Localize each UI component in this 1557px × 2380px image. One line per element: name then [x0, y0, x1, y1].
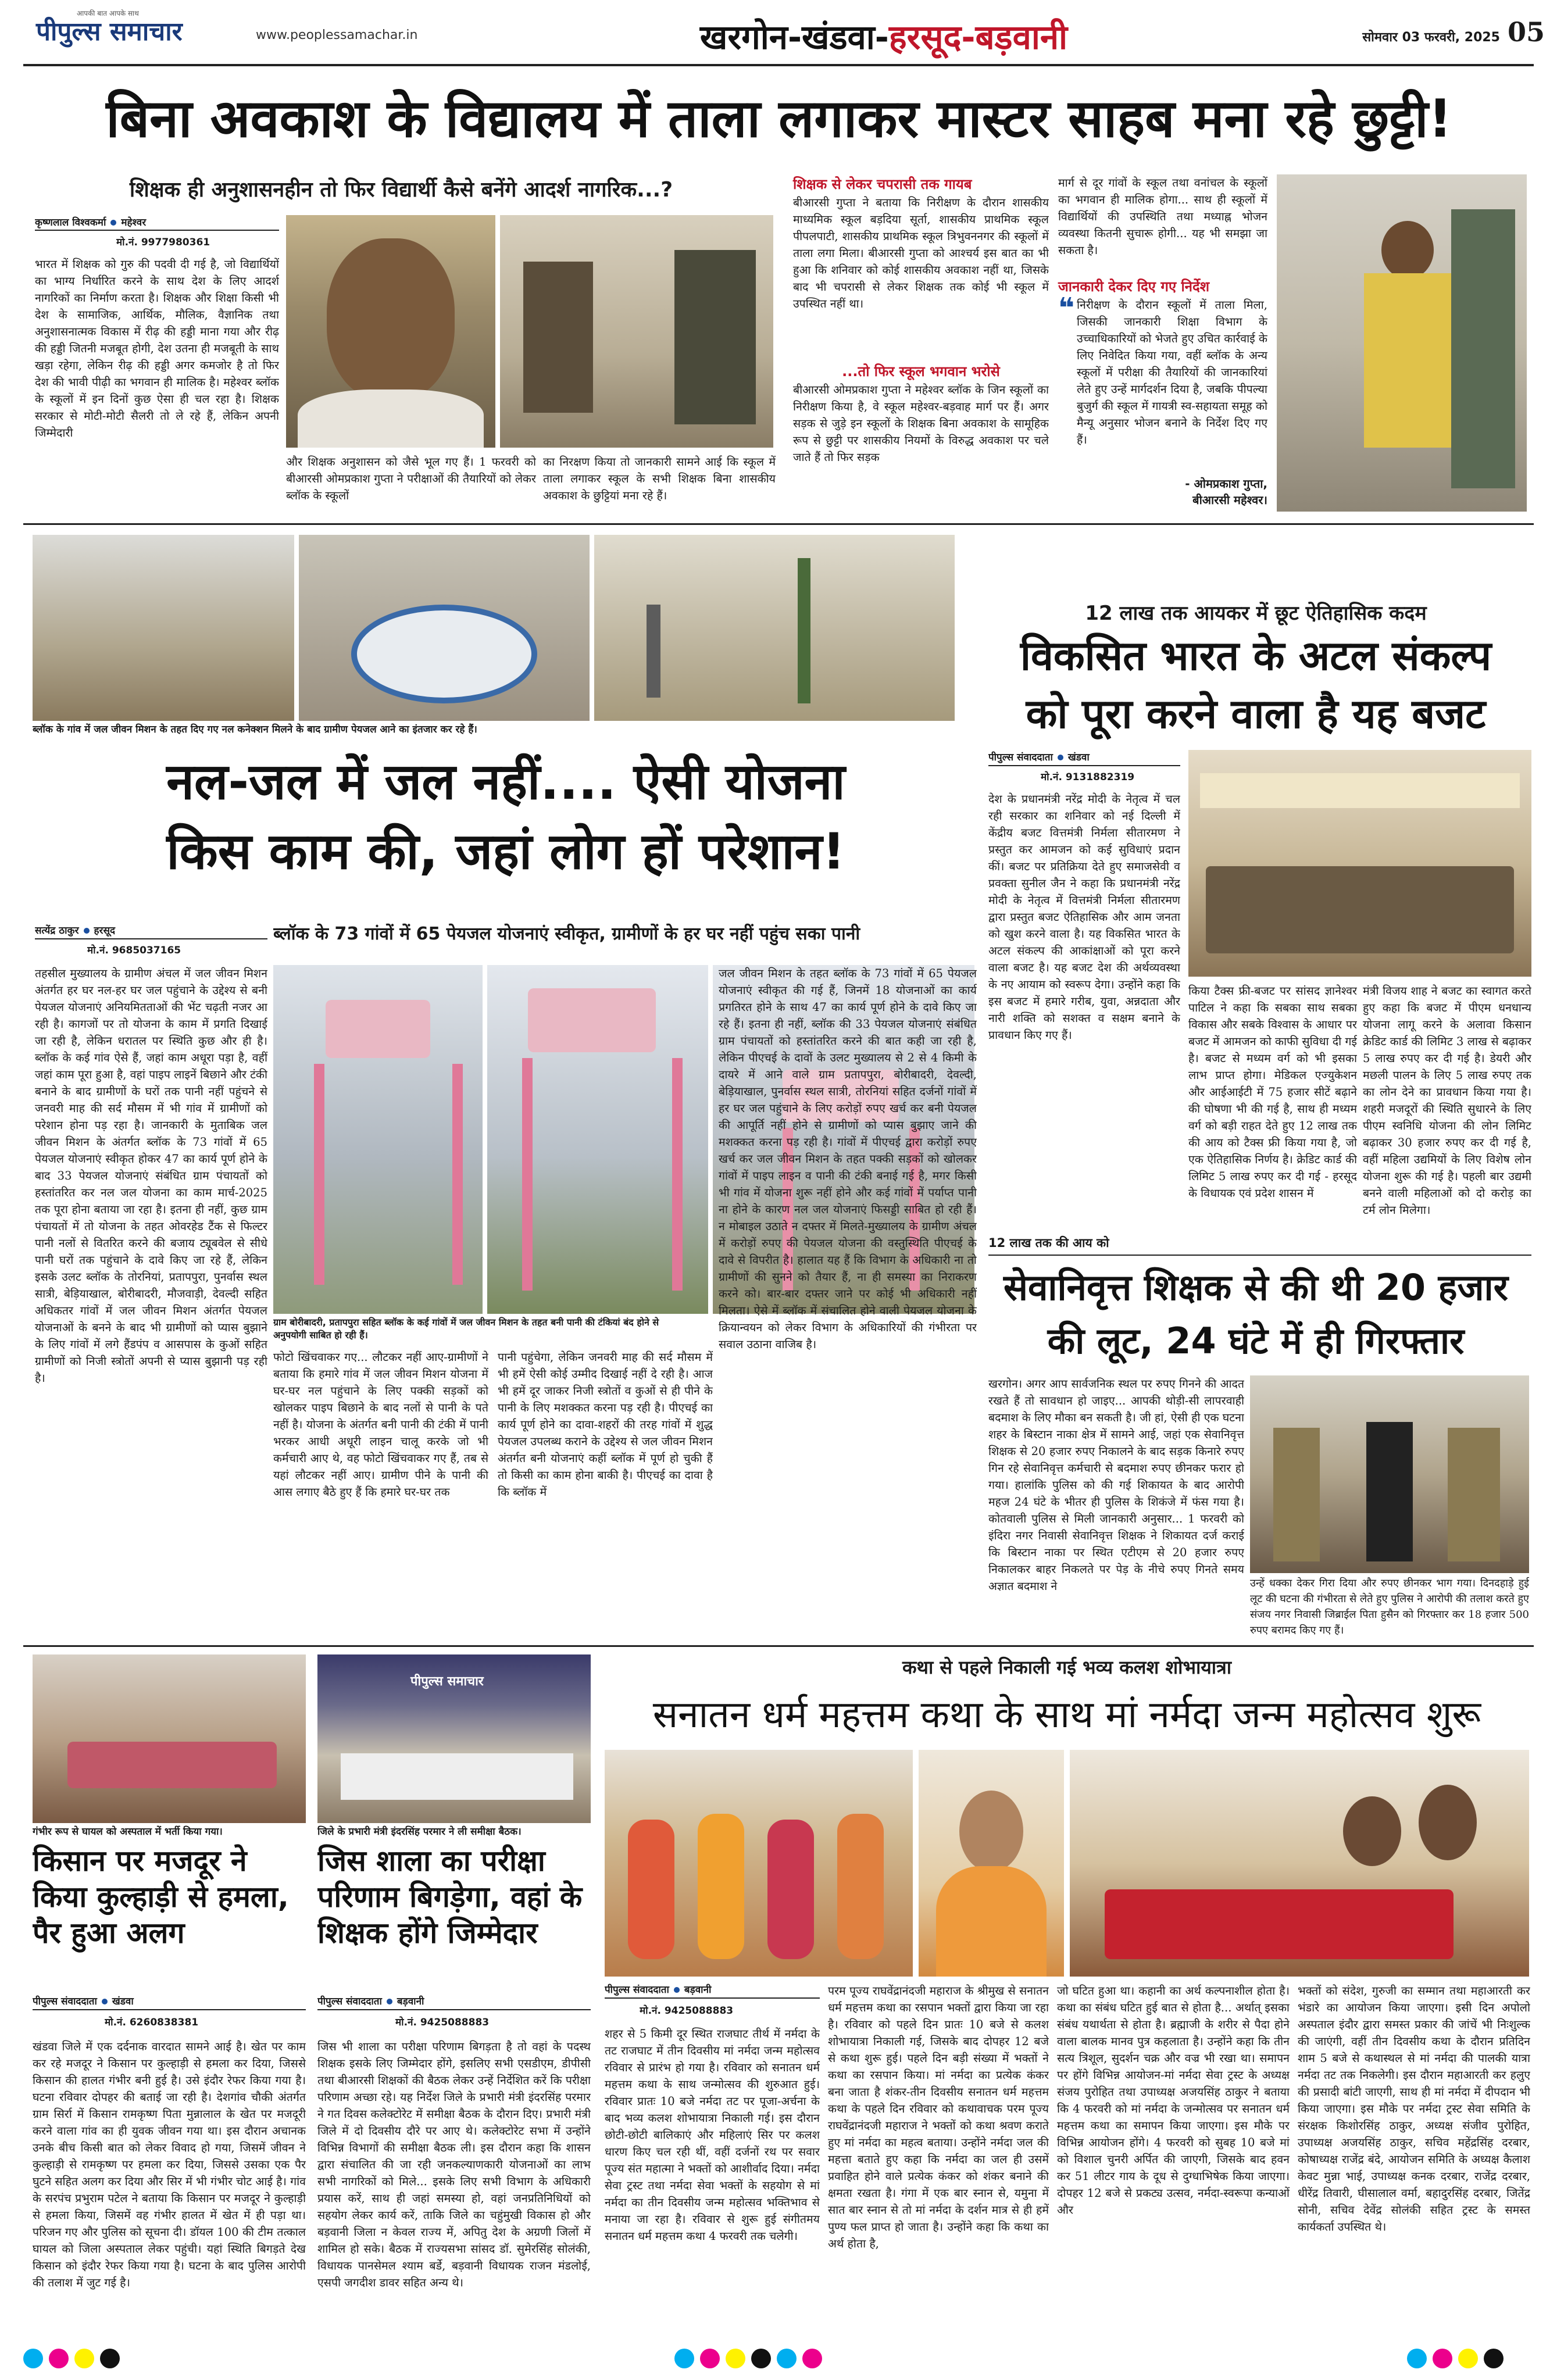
narmada-col3: जो घटित हुआ था। कहानी का अर्थ कल्पनाशील होता है। कथा का संबंध घटित हुई बात से होता है... अर्थात् इसका संबंध यथार्थता से होता है। ब्रह्माजी के शरीर से पैदा होने वाला बालक मानव पुत्र कहलाता है। उन्होंने कहा कि तीन सत्य त्रिशूल, सुदर्शन चक्र और वज्र भी रखा था। समापन पर होंगे विभिन्न आयोजन-मां नर्मदा सेवा ट्रस्ट के अध्यक्ष संजय पुरोहित तथा उपाध्यक्ष अजयसिंह ठाकुर ने बताया कि 4 फरवरी को मां नर्मदा के जन्मोत्सव पर सनातन धर्म महत्तम कथा का समापन किया जाएगा। इस मौके पर विभिन्न आयोजन होंगे। 4 फरवरी को सुबह 10 बजे मां को विशाल चुनरी अर्पित की जाएगी, जिसके बाद हवन कर 51 लीटर गाय के दूध से दुग्धाभिषेक किया जाएगा। दोपहर 12 बजे से प्रकट्य उत्सव, नर्मदा-स्वरूपा कन्याओं और	[1057, 1984, 1290, 2217]
water-headline-line1: नल-जल में जल नहीं.... ऐसी योजना	[166, 753, 845, 811]
byline-dot-icon	[674, 1987, 680, 1993]
lead-mobile: मो.नं. 9977980361	[116, 237, 210, 248]
byline-name: पीपुल्स संवाददाता	[605, 1984, 669, 1996]
school-result-headline: जिस शाला का परीक्षा परिणाम बिगड़ेगा, वहां के शिक्षक होंगे जिम्मेदार	[317, 1844, 583, 1950]
water-col1: तहसील मुख्यालय के ग्रामीण अंचल में जल जीवन मिशन अंतर्गत हर घर नल-हर घर जल पहुंचाने के उद्देश्य से बनी पेयजल योजनाएं अनियमितताओं की भेंट चढ़ती नजर आ रही है। कागजों पर तो योजना के काम में प्रगति दिखाई जा रही है, लेकिन धरातल पर स्थिति कुछ और ही है। ब्लॉक के कई गांव ऐसे हैं, जहां काम अधूरा पड़ा है, वहीं जहां काम पूरा हुआ है, वहां पाइप लाइनें बिछाने और टंकी बनाने के बाद ग्रामीणों के घरों तक पानी नहीं पहुंचने से जनवरी माह की सर्द मौसम में भी गांव में ग्रामीणों को परेशान होना पड़ रहा है। जानकारी के मुताबिक जल जीवन मिशन के अंतर्गत ब्लॉक के 73 गांवों में 65 पेयजल योजनाएं स्वीकृत होकर 47 का कार्य पूर्ण होने के बाद 33 पेयजल योजनाएं संबंधित ग्राम पंचायतों को हस्तांतरित कर नल जल योजना का काम मार्च-2025 तक पूरा होना बताया जा रहा है। इतना ही नहीं, कुछ ग्राम पंचायतों में तो योजना के तहत ओवरहेड टैंक से फिल्टर पानी नलों से वितरित करने की बजाय ट्यूबवेल से सीधे पानी घरों तक पहुंचाने के दावे किए जा रहे हैं, लेकिन इसके उलट ब्लॉक के तोरनियां, प्रतापपुरा, पुनर्वास स्थल सात्री, बेड़ियाखाल, बोरीबादरी, मौजवाड़ी, देवल्दी सहित अधिकतर गांवों में जल जीवन मिशन अंतर्गत पेयजल योजनाओं के बनने के बाद भी ग्रामीणों को प्यास बुझाने के लिए गांवों में लगे हैंडपंप व आसपास के कुओं सहित ग्रामीणों को निजी स्त्रोतों अपनी से प्यास बुझानी पड़ रही है।	[35, 967, 267, 1385]
byline-place: बड़वानी	[684, 1984, 712, 1996]
lead-photo-school	[500, 215, 773, 448]
farmer-photo-caption: गंभीर रूप से घायल को अस्पताल में भर्ती किया गया।	[33, 1826, 223, 1838]
water-headline-line2: किस काम की, जहां लोग हों परेशान!	[166, 823, 845, 881]
lead-col2: और शिक्षक अनुशासन को जैसे भूल गए हैं। 1 फरवरी को बीआरसी ओमप्रकाश गुप्ता ने परीक्षाओं की तैयारियों को लेकर ब्लॉक के स्कूलों	[286, 455, 536, 502]
byline-name: पीपुल्स संवाददाता	[33, 1996, 97, 2007]
quote-mark-icon: ❝	[1058, 292, 1075, 324]
byline-place: महेश्वर	[121, 217, 147, 228]
magenta-registration-icon	[802, 2349, 822, 2368]
lead-col4b: बीआरसी ओमप्रकाश गुप्ता ने महेश्वर ब्लॉक के जिन स्कूलों का निरीक्षण किया है, वे स्कूल महेश्वर-बड़वाह मार्ग पर हैं। अगर सड़क से जुड़े इन स्कूलों के शिक्षक बिना अवकाश के सामूहिक रूप से छुट्टी पर शासकीय नियमों के विरुद्ध अवकाश पर चले जाते हैं तो फिर सड़क	[793, 383, 1049, 464]
lead-photo-teacher	[286, 215, 495, 448]
cyan-registration-icon	[23, 2349, 43, 2368]
byline-place: खंडवा	[112, 1996, 134, 2007]
lead-col4a: बीआरसी गुप्ता ने बताया कि निरीक्षण के दौरान शासकीय माध्यमिक स्कूल बड़दिया सूर्ता, शासकीय प्राथमिक स्कूल पीपलपाटी, शासकीय प्राथमिक स्कूल त्रिभुवननगर की स्कूलों में ताला लगा मिला। बीआरसी गुप्ता को आश्चर्य इस बात का भी हुआ कि शनिवार को कोई शासकीय अवकाश नहीं था, जिसके बाद भी चपरासी से लेकर शिक्षक तक कोई भी स्कूल में उपस्थित नहीं था।	[793, 196, 1049, 310]
water-photo-3	[594, 535, 955, 721]
school-result-photo-caption: जिले के प्रभारी मंत्री इंदरसिंह परमार ने ली समीक्षा बैठक।	[317, 1826, 522, 1838]
farmer-photo	[33, 1654, 306, 1823]
byline-place: खंडवा	[1067, 752, 1090, 763]
narmada-kicker: कथा से पहले निकाली गई भव्य कलश शोभायात्रा	[902, 1656, 1232, 1678]
water-col2: फोटो खिंचवाकर गए... लौटकर नहीं आए-ग्रामीणों ने बताया कि हमारे गांव में जल जीवन मिशन योजना में घर-घर नल पहुंचाने के लिए पक्की सड़कों को खोलकर पाइप बिछाने के बाद नलों से पानी के पते नहीं है। योजना के अंतर्गत बनी पानी की टंकी में पानी भरकर आधी अधूरी लाइन चालू करके जो भी कर्मचारी आए थे, वह फोटो खिंचवाकर गए हैं, तब से यहां लौटकर नहीं आए। ग्रामीण पीने के पानी की आस लगाए बैठे हुए हैं कि हमारे घर-घर तक	[273, 1350, 488, 1499]
quote-attr-role: बीआरसी महेश्वर।	[1192, 493, 1267, 507]
water-col3: पानी पहुंचेगा, लेकिन जनवरी माह की सर्द मौसम में भी हमें ऐसी कोई उम्मीद दिखाई नहीं दे रही है। आज भी हमें दूर जाकर निजी स्त्रोतों व कुओं से ही पीने के पानी के लिए मशक्कत करना पड़ रही है। पीएचई का कार्य पूर्ण होने का दावा-शहरों की तरह गांवों में शुद्ध पेयजल उपलब्ध कराने के उद्देश्य से जल जीवन मिशन अंतर्गत बनी योजनाएं कहीं ब्लॉक में पूर्ण हो चुकी हैं तो किसी का काम होना बाकी है। पीएचई का दावा है कि ब्लॉक में	[498, 1350, 713, 1499]
water-byline	[35, 923, 267, 937]
byline-place: बड़वानी	[397, 1996, 424, 2007]
farmer-mobile: मो.नं. 6260838381	[105, 2017, 199, 2028]
narmada-col1: शहर से 5 किमी दूर स्थित राजघाट तीर्थ में नर्मदा के तट राजघाट में तीन दिवसीय मां नर्मदा जन्म महोत्सव रविवार से प्रारंभ हो गया है। रविवार को सनातन धर्म महत्तम कथा के साथ जन्मोत्सव की शुरुआत हुई। रविवार प्रातः 10 बजे नर्मदा तट पर पूजा-अर्चना के बाद भव्य कलश शोभायात्रा निकाली गई। इस दौरान छोटी-छोटी बालिकाएं और महिलाएं सिर पर कलश धारण किए चल रही थीं, वहीं दर्जनों रथ पर सवार पूज्य संत महात्मा ने भक्तों को आशीर्वाद दिया। नर्मदा सेवा ट्रस्ट तथा नर्मदा सेवा भक्तों के सहयोग से मां नर्मदा का तीन दिवसीय जन्म महोत्सव भक्तिभाव से मनाया जा रहा है। रविवार से शुरू हुई संगीतमय सनातन धर्म महत्तम कथा 4 फरवरी तक चलेगी।	[605, 2027, 820, 2243]
section-title	[535, 13, 1233, 59]
theft-photo-police	[1250, 1375, 1529, 1573]
page-number: 05	[1507, 16, 1545, 48]
masthead-rule	[23, 64, 1534, 66]
school-result-banner: पीपुल्स समाचार	[410, 1674, 484, 1689]
byline-rule	[33, 2009, 306, 2010]
magenta-registration-icon	[700, 2349, 720, 2368]
black-registration-icon	[1484, 2349, 1504, 2368]
black-registration-icon	[751, 2349, 771, 2368]
theft-photo-caption: उन्हें धक्का देकर गिरा दिया और रुपए छीनकर भाग गया। दिनदहाड़े हुई लूट की घटना की गंभीरता से लेते हुए पुलिस ने आरोपी की तलाश करते हुए संजय नगर निवासी जिब्राईल पिता हुसैन को गिरफ्तार कर 18 हजार 500 रुपए बरामद किए गए हैं।	[1250, 1577, 1529, 1636]
narmada-mobile: मो.नं. 9425088883	[640, 2005, 734, 2017]
lead-sub3-title: जानकारी देकर दिए गए निर्देश	[1058, 278, 1210, 295]
section-divider-2	[988, 1255, 1531, 1256]
lead-col1: भारत में शिक्षक को गुरु की पदवी दी गई है, जो विद्यार्थियों का भाग्य निर्धारित करने के साथ देश के लिए आदर्श नागरिकों का निर्माण करता है। शिक्षक और शिक्षा किसी भी देश के सामाजिक, आर्थिक, मौलिक, वैज्ञानिक तथा अनुशासनात्मक विकास में रीढ़ की हड्डी माना गया और रीढ़ की हड्डी जितनी मजबूत होगी, देश उतना ही मजबूती के साथ खड़ा रहेगा, लेकिन रीढ़ की हड्डी अगर कमजोर है तो फिर देश की भावी पीढ़ी का भगवान ही मालिक है। महेश्वर ब्लॉक के स्कूलों में इन दिनों कुछ ऐसा ही चल रहा है। शिक्षक सरकार से मोटी-मोटी सैलरी तो ले रहे हैं, लेकिन अपनी जिम्मेदारी	[35, 258, 279, 439]
section-title-accent: हरसूद-बड़वानी	[888, 17, 1068, 57]
byline-name: कृष्णलाल विश्वकर्मा	[35, 217, 106, 228]
byline-name: सत्येंद्र ठाकुर	[35, 925, 79, 937]
lead-col3: का निरक्षण किया तो जानकारी सामने आई कि स्कूल में ताला लगाकर स्कूल के सभी शिक्षक बिना शासकीय अवकाश के छुट्टियां मना रहे हैं।	[543, 455, 776, 502]
narmada-photo-puja	[1070, 1750, 1529, 1977]
section-divider-3	[23, 1645, 1534, 1647]
school-result-body: जिस भी शाला का परीक्षा परिणाम बिगड़ता है तो वहां के पदस्थ शिक्षक इसके लिए जिम्मेदार होंगे, इसलिए सभी एसडीएम, डीपीसी तथा बीआरसी शिक्षकों की बैठक लेकर उन्हें निर्देशित करें कि परीक्षा परिणाम अच्छा रहे। यह निर्देश जिले के प्रभारी मंत्री इंदरसिंह परमार ने गत दिवस कलेक्टोरेट में समीक्षा बैठक के दौरान दिए। प्रभारी मंत्री जिले में दो दिवसीय दौरे पर आए थे। कलेक्टोरेट सभा में उन्होंने विभिन्न विभागों की समीक्षा बैठक ली। इस दौरान कहा कि शासन द्वारा संचालित की जा रही जनकल्याणकारी योजनाओं का लाभ सभी नागरिकों को मिले... इसके लिए सभी विभाग के अधिकारी प्रयास करें, साथ ही जहां समस्या हो, वहां जनप्रतिनिधियों को सहयोग लेकर कार्य करें, ताकि जिले का चहुंमुखी विकास हो और बड़वानी जिला न केवल राज्य में, अपितु देश के अग्रणी जिलों में शामिल हो सके। बैठक में राज्यसभा सांसद डॉ. सुमेरसिंह सोलंकी, विधायक पानसेमल श्याम बर्डे, बड़वानी विधायक राजन मंडलोई, एसपी जगदीश डावर सहित अन्य थे।	[317, 2040, 591, 2289]
cyan-registration-icon	[777, 2349, 797, 2368]
water-deck: ब्लॉक के 73 गांवों में 65 पेयजल योजनाएं स्वीकृत, ग्रामीणों के हर घर नहीं पहुंच सका पानी	[273, 924, 860, 944]
narmada-photo-procession	[605, 1750, 913, 1977]
website-url: www.peoplessamachar.in	[256, 28, 418, 42]
cyan-registration-icon	[1407, 2349, 1427, 2368]
quote-attr-name: - ओमप्रकाश गुप्ता,	[1185, 477, 1267, 491]
farmer-headline: किसान पर मजदूर ने किया कुल्हाड़ी से हमला, पैर हुआ अलग	[33, 1844, 289, 1950]
brand-logo	[36, 9, 280, 53]
school-result-photo	[317, 1654, 591, 1823]
byline-rule	[317, 2009, 591, 2010]
budget-headline-line1: विकसित भारत के अटल संकल्प	[1020, 632, 1492, 680]
school-result-mobile: मो.नं. 9425088883	[395, 2017, 490, 2028]
byline-name: पीपुल्स संवाददाता	[317, 1996, 382, 2007]
narmada-col4: भक्तों को संदेश, गुरुजी का सम्मान तथा महाआरती कर भंडारे का आयोजन किया जाएगा। इसी दिन अपोलो अस्पताल इंदौर द्वारा समस्त प्रकार की जांचें भी निःशुल्क की जाएंगी, वहीं तीन दिवसीय कथा के दौरान प्रतिदिन शाम 5 बजे से कथास्थल से मां नर्मदा की पालकी यात्रा नर्मदा तट तक निकलेगी। इस दौरान महाआरती कर हलुए की प्रसादी बांटी जाएगी, साथ ही मां नर्मदा में दीपदान भी किया जाएगा। इस मौके पर नर्मदा ट्रस्ट सेवा समिति के संरक्षक किशोरसिंह ठाकुर, अध्यक्ष संजीव पुरोहित, उपाध्यक्ष अजयसिंह ठाकुर, सचिव महेंद्रसिंह दरबार, कोषाध्यक्ष राजेंद्र बंदे, आयोजन समिति के अध्यक्ष कैलाश केवट मुन्ना भाई, उपाध्यक्ष कनक दरबार, राजेंद्र दरबार, धीरेंद्र तिवारी, घीसालाल वर्मा, बहादुरसिंह दरबार, जितेंद्र सोनी, सचिव देवेंद्र सोलंकी सहित ट्रस्ट के समस्त कार्यकर्ता उपस्थित थे।	[1298, 1984, 1530, 2234]
water-tank-caption: ग्राम बोरीबादरी, प्रतापपुरा सहित ब्लॉक के कई गांवों में जल जीवन मिशन के तहत बनी पानी की टंकियां बंद होने से अनुपयोगी साबित हो रही हैं।	[273, 1317, 659, 1341]
byline-dot-icon	[1058, 755, 1063, 760]
budget-col1-tail: 12 लाख तक की आय को	[988, 1236, 1109, 1250]
registration-marks-right	[1407, 2349, 1535, 2372]
water-mobile: मो.नं. 9685037165	[87, 945, 181, 956]
byline-dot-icon	[387, 1999, 392, 2004]
budget-byline	[988, 750, 1180, 763]
byline-place: हरसूद	[94, 925, 116, 937]
black-registration-icon	[100, 2349, 120, 2368]
theft-headline-line1: सेवानिवृत्त शिक्षक से की थी 20 हजार	[1004, 1266, 1508, 1309]
farmer-body: खंडवा जिले में एक दर्दनाक वारदात सामने आई है। खेत पर काम कर रहे मजदूर ने किसान पर कुल्हाड़ी से हमला कर दिया, जिससे किसान की हालत गंभीर बनी हुई है। उसे इंदौर रेफर किया गया है। घटना रविवार दोपहर की बताई जा रही है। देशगांव चौकी अंतर्गत ग्राम सिर्रा में किसान रामकृष्ण पिता मुन्नालाल के खेत पर मजदूरी करने वाला गांव का ही युवक जीवन गया था। इस दौरान अचानक उनके बीच किसी बात को लेकर विवाद हो गया, जिसमें जीवन ने कुल्हाड़ी से रामकृष्ण पर हमला कर दिया, जिससे उसका एक पैर घुटने सहित अलग कर दिया और सिर में भी गंभीर चोट आई है। गांव के सरपंच प्रभुराम पटेल ने बताया कि किसान पर मजदूर ने कुल्हाड़ी से हमला किया, जिसमें वह गंभीर हालत में खेत में ही पड़ा था। परिजन गए और पुलिस को सूचना दी। डॉयल 100 की टीम तत्काल घायल को जिला अस्पताल लेकर पहुंची। यहां स्थिति बिगड़ते देख किसान को इंदौर रेफर किया गया है। घटना के बाद पुलिस आरोपी की तलाश में जुट गई है।	[33, 2040, 306, 2289]
byline-dot-icon	[102, 1999, 108, 2004]
magenta-registration-icon	[49, 2349, 69, 2368]
water-strip-caption: ब्लॉक के गांव में जल जीवन मिशन के तहत दिए गए नल कनेक्शन मिलने के बाद ग्रामीण पेयजल आने का इंतजार कर रहे हैं।	[33, 724, 477, 735]
byline-rule	[35, 230, 279, 231]
budget-headline-line2: को पूरा करने वाला है यह बजट	[1026, 690, 1486, 738]
budget-kicker: 12 लाख तक आयकर में छूट ऐतिहासिक कदम	[1085, 602, 1427, 625]
lead-sub1-title: शिक्षक से लेकर चपरासी तक गायब	[793, 176, 972, 192]
byline-rule	[605, 1997, 820, 1999]
budget-mobile: मो.नं. 9131882319	[1041, 771, 1135, 783]
farmer-byline	[33, 1994, 306, 2007]
issue-date: सोमवार 03 फरवरी, 2025	[1362, 30, 1500, 45]
byline-name: पीपुल्स संवाददाता	[988, 752, 1053, 763]
water-col4: जल जीवन मिशन के तहत ब्लॉक के 73 गांवों में 65 पेयजल योजनाएं स्वीकृत की गई हैं, जिनमें 18 योजनाओं का कार्य प्रगतिरत होने के साथ 47 का कार्य पूर्ण होने के दावे किए जा रहे हैं। इतना ही नहीं, ब्लॉक की 33 पेयजल योजनाएं संबंधित ग्राम पंचायतों को हस्तांतरित करने की बात कही जा रही है, लेकिन पीएचई के दावों के उलट मुख्यालय से 2 से 4 किमी के दायरे में आने वाले ग्राम प्रतापपुरा, बोरीबादरी, देवल्दी, बेड़ियाखाल, पुनर्वास स्थल सात्री, तोरनियां सहित दर्जनों गांवों में हर घर जल पहुंचाने के लिए करोड़ों रुपए खर्च कर बनी पेयजल की आपूर्ति नहीं होने से ग्रामीणों को प्यास बुझाए जाने की मशक्कत करना पड़ रही है। गांवों में पीएचई द्वारा करोड़ों रुपए खर्च कर जल जीवन मिशन के तहत पक्की सड़कों को खोलकर गांवों में पाइप लाइन व पानी की टंकी बनाई गई है, मगर किसी भी गांव में योजना शुरू नहीं होने और कई गांवों में पर्याप्त पानी ना होने के कारण नल जल योजनाएं फिसड्डी साबित हो रही हैं। न मोबाइल उठाते न दफ्तर में मिलते-मुख्यालय के ग्रामीण अंचल में करोड़ों रुपए की पेयजल योजना की वस्तुस्थिति पीएचई के दावे से विपरीत है। हालात यह हैं कि विभाग के अधिकारी ना तो ग्रामीणों की सुनने को तैयार हैं, ना ही समस्या का निराकरण करने को। बार-बार दफ्तर जाने पर कोई भी अधिकारी नहीं मिलता। ऐसे में ब्लॉक में संचालित होने वाली पेयजल योजना के क्रियान्वयन को लेकर विभाग के अधिकारियों की गंभीरता पर सवाल उठाना वाजिब है।	[719, 967, 977, 1351]
narmada-col2: परम पूज्य राघवेंद्रानंदजी महाराज के श्रीमुख से सनातन धर्म महत्तम कथा का रसपान भक्तों द्वारा किया जा रहा है। रविवार को पहले दिन प्रातः 10 बजे से कलश शोभायात्रा निकाली गई, जिसके बाद दोपहर 12 बजे से कथा शुरू हुई। पहले दिन बड़ी संख्या में भक्तों ने कथा का रसपान किया। मां नर्मदा का प्रत्येक कंकर बना जाता है शंकर-तीन दिवसीय सनातन धर्म महत्तम कथा के पहले दिन रविवार को कथावाचक परम पूज्य राघवेंद्रानंदजी महाराज ने भक्तों को कथा श्रवण कराते हुए मां नर्मदा का महत्व बताया। उन्होंने नर्मदा जल की महत्ता बताते हुए कहा कि नर्मदा का जल ही उसमें प्रवाहित होने वाले प्रत्येक कंकर को शंकर बनाने की क्षमता रखता है। गंगा में एक बार स्नान से, यमुना में सात बार स्नान से तो मां नर्मदा के दर्शन मात्र से ही हमें पुण्य फल प्राप्त हो जाता है। उन्होंने कहा कि कथा का अर्थ होता है,	[828, 1984, 1049, 2250]
water-tank-photo-1	[273, 965, 483, 1314]
lead-quote: निरीक्षण के दौरान स्कूलों में ताला मिला, जिसकी जानकारी शिक्षा विभाग के उच्चाधिकारियों को भेजते हुए उचित कार्रवाई के लिए निवेदित किया गया, वहीं ब्लॉक के अन्य स्कूलों में परीक्षा की तैयारियों की जानकारियां लेते हुए उन्हें मार्गदर्शन दिया है, जबकि पीपल्या बुजुर्ग की स्कूल में गायत्री स्व-सहायता समूह को मैन्यू अनुसार भोजन बनाने के निर्देश दिए गए हैं।	[1077, 298, 1267, 446]
theft-body: खरगोन। अगर आप सार्वजनिक स्थल पर रुपए गिनने की आदत रखते हैं तो सावधान हो जाइए... आपकी थोड़ी-सी लापरवाही बदमाश के लिए मौका बन सकती है। जी हां, ऐसी ही एक घटना शहर के बिस्टान नाका क्षेत्र में सामने आई, जहां एक सेवानिवृत्त शिक्षक से 20 हजार रुपए निकालने के बाद सड़क किनारे रुपए गिन रहे सेवानिवृत्त कर्मचारी से बदमाश रुपए छीनकर फरार हो गया। हालांकि पुलिस को की गई शिकायत के बाद आरोपी महज 24 घंटे के भीतर ही पुलिस के शिकंजे में फंस गया है। कोतवाली पुलिस से मिली जानकारी अनुसार... 1 फरवरी को इंदिरा नगर निवासी सेवानिवृत्त शिक्षक ने शिकायत दर्ज कराई कि बिस्टान नाका पर स्थित एटीएम से 20 हजार रुपए निकालकर बाहर निकलते पर पेड़ के नीचे रुपए गिनते समय अज्ञात बदमाश ने	[988, 1377, 1244, 1593]
narmada-photo-saint	[919, 1750, 1064, 1977]
section-title-main: खरगोन-खंडवा-	[699, 17, 889, 57]
yellow-registration-icon	[1458, 2349, 1478, 2368]
masthead	[0, 0, 1557, 70]
school-result-byline	[317, 1994, 591, 2007]
yellow-registration-icon	[74, 2349, 94, 2368]
narmada-byline	[605, 1982, 820, 1996]
theft-headline-line2: की लूट, 24 घंटे में ही गिरफ्तार	[1047, 1320, 1465, 1362]
budget-col1: देश के प्रधानमंत्री नरेंद्र मोदी के नेतृत्व में चल रही सरकार का शनिवार को नई दिल्ली में केंद्रीय बजट वित्तमंत्री निर्मला सीतारमण ने प्रस्तुत कर आमजन को कई सुविधाएं प्रदान कीं। बजट पर प्रतिक्रिया देते हुए समाजसेवी व प्रवक्ता सुनील जैन ने कहा कि प्रधानमंत्री नरेंद्र मोदी के नेतृत्व में वित्तमंत्री निर्मला सीतारमण द्वारा प्रस्तुत बजट ऐतिहासिक और आम जनता को खुश करने वाला है। यह विकसित भारत के अटल संकल्प की आकांक्षाओं को पूरा करने वाला बजट है। यह बजट देश की अर्थव्यवस्था के नए आयाम को स्वरूप देगा। उन्होंने कहा कि इस बजट में हमारे गरीब, युवा, अन्नदाता और नारी शक्ति को सशक्त व सक्षम बनाने के प्रावधान किए गए हैं।	[988, 792, 1180, 1042]
yellow-registration-icon	[726, 2349, 745, 2368]
lead-col5a: मार्ग से दूर गांवों के स्कूल तथा वनांचल के स्कूलों का भगवान ही मालिक होगा... साथ ही स्कूलों में विद्यार्थियों की उपस्थिति तथा मध्याह्न भोजन व्यवस्था कितनी सुचारू होगी... यह भी समझा जा सकता है।	[1058, 176, 1267, 257]
brand-tagline: आपकी बात आपके साथ	[77, 9, 139, 17]
lead-subheadline: शिक्षक ही अनुशासनहीन तो फिर विद्यार्थी कैसे बनेंगे आदर्श नागरिक...?	[129, 178, 673, 202]
water-photo-1	[33, 535, 294, 721]
cyan-registration-icon	[674, 2349, 694, 2368]
magenta-registration-icon	[1433, 2349, 1452, 2368]
water-tank-photo-2	[487, 965, 708, 1314]
lead-byline	[35, 215, 279, 228]
byline-rule	[988, 765, 1180, 766]
water-photo-2	[299, 535, 590, 721]
lead-sub2-title: ...तो फिर स्कूल भगवान भरोसे	[842, 363, 1000, 380]
budget-col2: किया टैक्स फ्री-बजट पर सांसद ज्ञानेश्वर पाटिल ने कहा कि सबका साथ सबका विकास और सबके विश्वास के आधार पर बजट में आमजन को काफी सुविधा दी गई है। बजट से मध्यम वर्ग को भी इसका लाभ प्राप्त होगा। मेडिकल एज्युकेशन और आईआईटी में 75 हजार सीटें बढ़ाने की घोषणा भी की गई है, साथ ही मध्यम वर्ग को बड़ी राहत देते हुए 12 लाख तक की आय को टैक्स फ्री किया गया है, जो एक ऐतिहासिक निर्णय है। क्रेडिट कार्ड की लिमिट 5 लाख रुपए कर दी गई - हरसूद के विधायक एवं प्रदेश शासन में	[1188, 984, 1357, 1200]
byline-dot-icon	[110, 220, 116, 226]
budget-col3: मंत्री विजय शाह ने बजट का स्वागत करते हुए कहा कि बजट में पीएम धनधान्य योजना लागू करने के अलावा किसान क्रेडिट कार्ड की लिमिट 3 लाख से बढ़ाकर 5 लाख रुपए कर दी गई है। डेयरी और मछली पालन के लिए 5 लाख रुपए तक का लोन देने का प्रावधान किया गया है। शहरी मजदूरों की स्थिति सुधारने के लिए पीएम स्वनिधि योजना की लोन लिमिट बढ़ाकर 30 हजार रुपए कर दी गई है, वहीं महिला उद्यमियों के लिए विशेष लोन योजना शुरू की गई है। पहली बार उद्यमी बनने वाली महिलाओं को दो करोड़ का टर्म लोन मिलेगा।	[1363, 984, 1531, 1217]
registration-marks-center	[674, 2349, 884, 2372]
byline-dot-icon	[84, 928, 90, 934]
brand-name: पीपुल्स समाचार	[36, 17, 183, 47]
registration-marks-left	[23, 2349, 151, 2372]
lead-headline: बिना अवकाश के विद्यालय में ताला लगाकर मास्टर साहब मना रहे छुट्टी!	[106, 88, 1452, 149]
budget-photo-meeting	[1188, 750, 1531, 977]
byline-rule	[35, 938, 267, 939]
narmada-headline: सनातन धर्म महत्तम कथा के साथ मां नर्मदा जन्म महोत्सव शुरू	[652, 1693, 1481, 1736]
lead-photo-brc	[1277, 174, 1527, 512]
section-divider-1	[23, 523, 1534, 525]
